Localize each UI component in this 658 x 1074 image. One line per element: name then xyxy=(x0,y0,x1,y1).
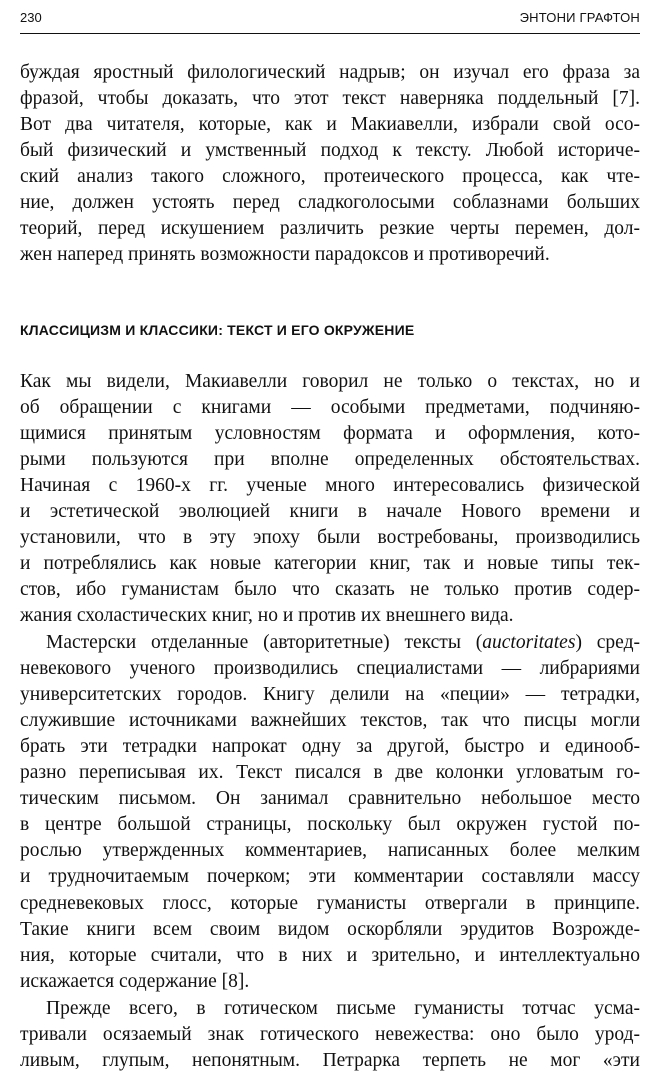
text-line: фразой, чтобы доказать, что этот текст наверняка поддельный [7]. xyxy=(20,88,640,110)
section-heading: КЛАССИЦИЗМ И КЛАССИКИ: ТЕКСТ И ЕГО ОКРУЖЕНИЕ xyxy=(20,322,415,338)
text-line: Как мы видели, Макиавелли говорил не только о текстах, но и xyxy=(20,371,640,392)
text-line: невекового ученого производились специалистами — либрариями xyxy=(20,658,640,680)
text-line: тическим письмом. Он занимал сравнительно небольшое место xyxy=(20,788,640,810)
text-line: теорий, перед искушением различить резкие черты перемен, дол- xyxy=(20,218,640,240)
text-line: рыми пользуются при вполне определенных обстоятельствах. xyxy=(20,449,640,471)
text-line: и эстетической эволюцией книги в начале Нового времени и xyxy=(20,501,640,523)
text-line: Прежде всего, в готическом письме гуманисты тотчас усма- xyxy=(46,998,640,1019)
page-header xyxy=(20,8,640,30)
text-line: об обращении с книгами — особыми предметами, подчиняю- xyxy=(20,397,640,419)
text-line: брать эти тетрадки напрокат одну за другой, быстро и единооб- xyxy=(20,736,640,758)
text-line: искажается содержание [8]. xyxy=(20,970,250,992)
text-line: жен наперед принять возможности парадоксов и противоречий. xyxy=(20,244,550,266)
text-line: бый физический и умственный подход к тексту. Любой историче- xyxy=(20,140,640,162)
text-line: разно переписывая их. Текст писался в две колонки угловатым го- xyxy=(20,762,640,784)
text-line: тривали осязаемый знак готического невежества: оно было урод- xyxy=(20,1024,640,1046)
text-line: и потреблялись как новые категории книг, так и новые типы тек- xyxy=(20,553,640,575)
text-line: Такие книги всем своим видом оскорбляли эрудитов Возрожде- xyxy=(20,918,640,940)
text-line: ливым, глупым, непонятным. Петрарка терпеть не мог «эти xyxy=(20,1050,640,1072)
page-number: 230 xyxy=(20,10,42,25)
text-line: рослью утвержденных комментариев, написанных более мелким xyxy=(20,840,640,862)
text-line: ния, которые считали, что в них и зрительно, и интеллектуально xyxy=(20,944,640,966)
header-rule xyxy=(20,33,640,34)
text-line: ский анализ такого сложного, протеического процесса, как чте- xyxy=(20,166,640,188)
text-line: жания схоластических книг, но и против их внешнего вида. xyxy=(20,605,514,627)
text-line: Начиная с 1960-х гг. ученые много интересовались физической xyxy=(20,475,640,497)
text-line: стов, ибо гуманистам было что сказать не только против содер- xyxy=(20,579,640,601)
text-line: в центре большой страницы, поскольку был окружен густой по- xyxy=(20,814,640,836)
text-line: служившие источниками важнейших текстов, так что писцы могли xyxy=(20,710,640,732)
text-line: и трудночитаемым почерком; эти комментарии составляли массу xyxy=(20,866,640,888)
running-title: ЭНТОНИ ГРАФТОН xyxy=(519,10,640,25)
text-line: буждая яростный филологический надрыв; он изучал его фраза за xyxy=(20,62,640,83)
text-line: Мастерски отделанные (авторитетные) тексты (auctoritates) сред- xyxy=(46,632,640,653)
text-line: средневековых глосс, которые гуманисты отвергали в принципе. xyxy=(20,892,640,914)
text-line: щимися принятым условностям формата и оформления, кото- xyxy=(20,423,640,445)
text-line: Вот два читателя, которые, как и Макиавелли, избрали свой осо- xyxy=(20,114,640,136)
text-line: установили, что в эту эпоху были востребованы, производились xyxy=(20,527,640,549)
text-line: ние, должен устоять перед сладкоголосыми соблазнами больших xyxy=(20,192,640,214)
text-line: университетских городов. Книгу делили на «пеции» — тетрадки, xyxy=(20,684,640,706)
